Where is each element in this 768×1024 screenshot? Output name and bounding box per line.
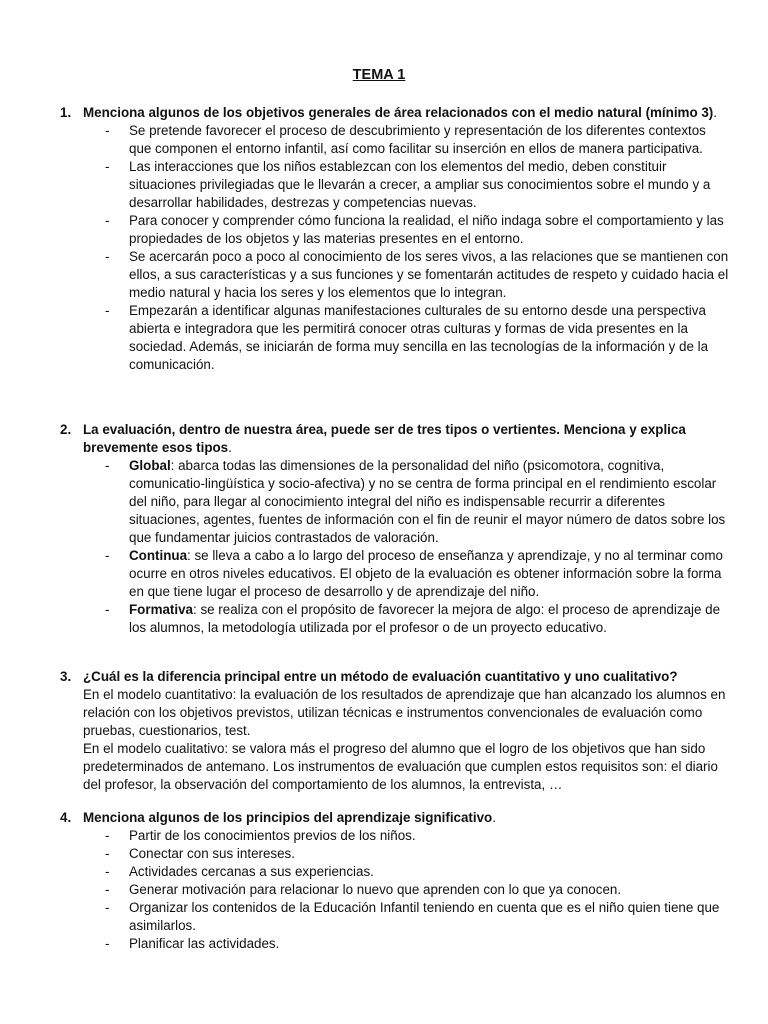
question-number: 4.: [60, 810, 72, 825]
list-item: - Actividades cercanas a sus experiencias.: [105, 864, 374, 879]
question-1: [60, 104, 730, 374]
list-item: - Organizar los contenidos de la Educación Infantil teniendo en cuenta que es el niño quien tiene que asimilarlos.: [105, 900, 720, 933]
list-item: - Las interacciones que los niños establezcan con los elementos del medio, deben constituir situaciones privilegiadas que le llevarán a crecer, a ampliar sus conocimientos sobre el mundo y a desarrollar habilidades, destrezas y competencias nuevas.: [105, 159, 711, 210]
question-heading: Menciona algunos de los objetivos generales de área relacionados con el medio natural (mínimo 3).: [83, 105, 718, 120]
question-heading: ¿Cuál es la diferencia principal entre un método de evaluación cuantitativo y uno cualitativo?: [83, 669, 678, 684]
question-heading: Menciona algunos de los principios del aprendizaje significativo.: [83, 810, 496, 825]
list-item: - Se pretende favorecer el proceso de descubrimiento y representación de los diferentes contextos que componen el entorno infantil, así como facilitar su inserción en ellos de manera participativa.: [105, 123, 706, 156]
list-item: - Global: abarca todas las dimensiones de la personalidad del niño (psicomotora, cognitiva, comunicatio-lingüística y socio-afectiva) y no se centra de forma principal en el rendimiento escolar del niño, para llegar al conocimiento integral del niño es indispensable recurrir a diferentes situaciones, agentes, fuentes de información con el fin de reunir el mayor número de datos sobre los que fundamentar juicios contrastados de valoración.: [105, 458, 726, 545]
list-item: - Continua: se lleva a cabo a lo largo del proceso de enseñanza y aprendizaje, y no al terminar como ocurre en otros niveles educativos. El objeto de la evaluación es obtener información sobre la forma en que tiene lugar el proceso de desarrollo y de aprendizaje del niño.: [105, 548, 723, 599]
bullet-list: [60, 827, 730, 953]
list-item: - Planificar las actividades.: [105, 936, 280, 951]
question-heading: La evaluación, dentro de nuestra área, puede ser de tres tipos o vertientes. Menciona y explica brevemente esos tipos.: [83, 422, 686, 455]
list-item: - Empezarán a identificar algunas manifestaciones culturales de su entorno desde una perspectiva abierta e integradora que les permitirá conocer otras culturas y formas de vida presentes en la sociedad. Además, se iniciarán de forma muy sencilla en las tecnologías de la información y de la comunicación.: [105, 303, 709, 372]
bullet-list: [60, 457, 730, 637]
list-item: - Se acercarán poco a poco al conocimiento de los seres vivos, a las relaciones que se mantienen con ellos, a sus características y a sus funciones y se fomentarán actitudes de respeto y cuidado hacia el medio natural y hacia los seres y los elementos que lo integran.: [105, 249, 729, 300]
question-number: 1.: [60, 105, 72, 120]
question-2: [60, 421, 730, 637]
question-number: 3.: [60, 669, 72, 684]
list-item: - Generar motivación para relacionar lo nuevo que aprenden con lo que ya conocen.: [105, 882, 622, 897]
bullet-list: [60, 122, 730, 374]
list-item: - Partir de los conocimientos previos de los niños.: [105, 828, 416, 843]
answer-paragraph: En el modelo cualitativo: se valora más el progreso del alumno que el logro de los objetivos que han sido predeterminados de antemano. Los instrumentos de evaluación que cumplen estos requisitos son: el diario del profesor, la observación del comportamiento de los alumnos, la entrevista, …: [83, 741, 718, 792]
question-4: [60, 809, 730, 953]
answer-paragraph: En el modelo cuantitativo: la evaluación de los resultados de aprendizaje que han alcanzado los alumnos en relación con los objetivos previstos, utilizan técnicas e instrumentos convencionales de evaluación como pruebas, cuestionarios, test.: [83, 687, 726, 738]
question-number: 2.: [60, 422, 72, 437]
list-item: - Conectar con sus intereses.: [105, 846, 295, 861]
list-item: - Formativa: se realiza con el propósito de favorecer la mejora de algo: el proceso de aprendizaje de los alumnos, la metodología utilizada por el profesor o de un proyecto educativo.: [105, 602, 721, 635]
list-item: - Para conocer y comprender cómo funciona la realidad, el niño indaga sobre el comportamiento y las propiedades de los objetos y las materias presentes en el entorno.: [105, 213, 724, 246]
question-3: [60, 668, 730, 794]
page-title: TEMA 1: [352, 67, 406, 83]
